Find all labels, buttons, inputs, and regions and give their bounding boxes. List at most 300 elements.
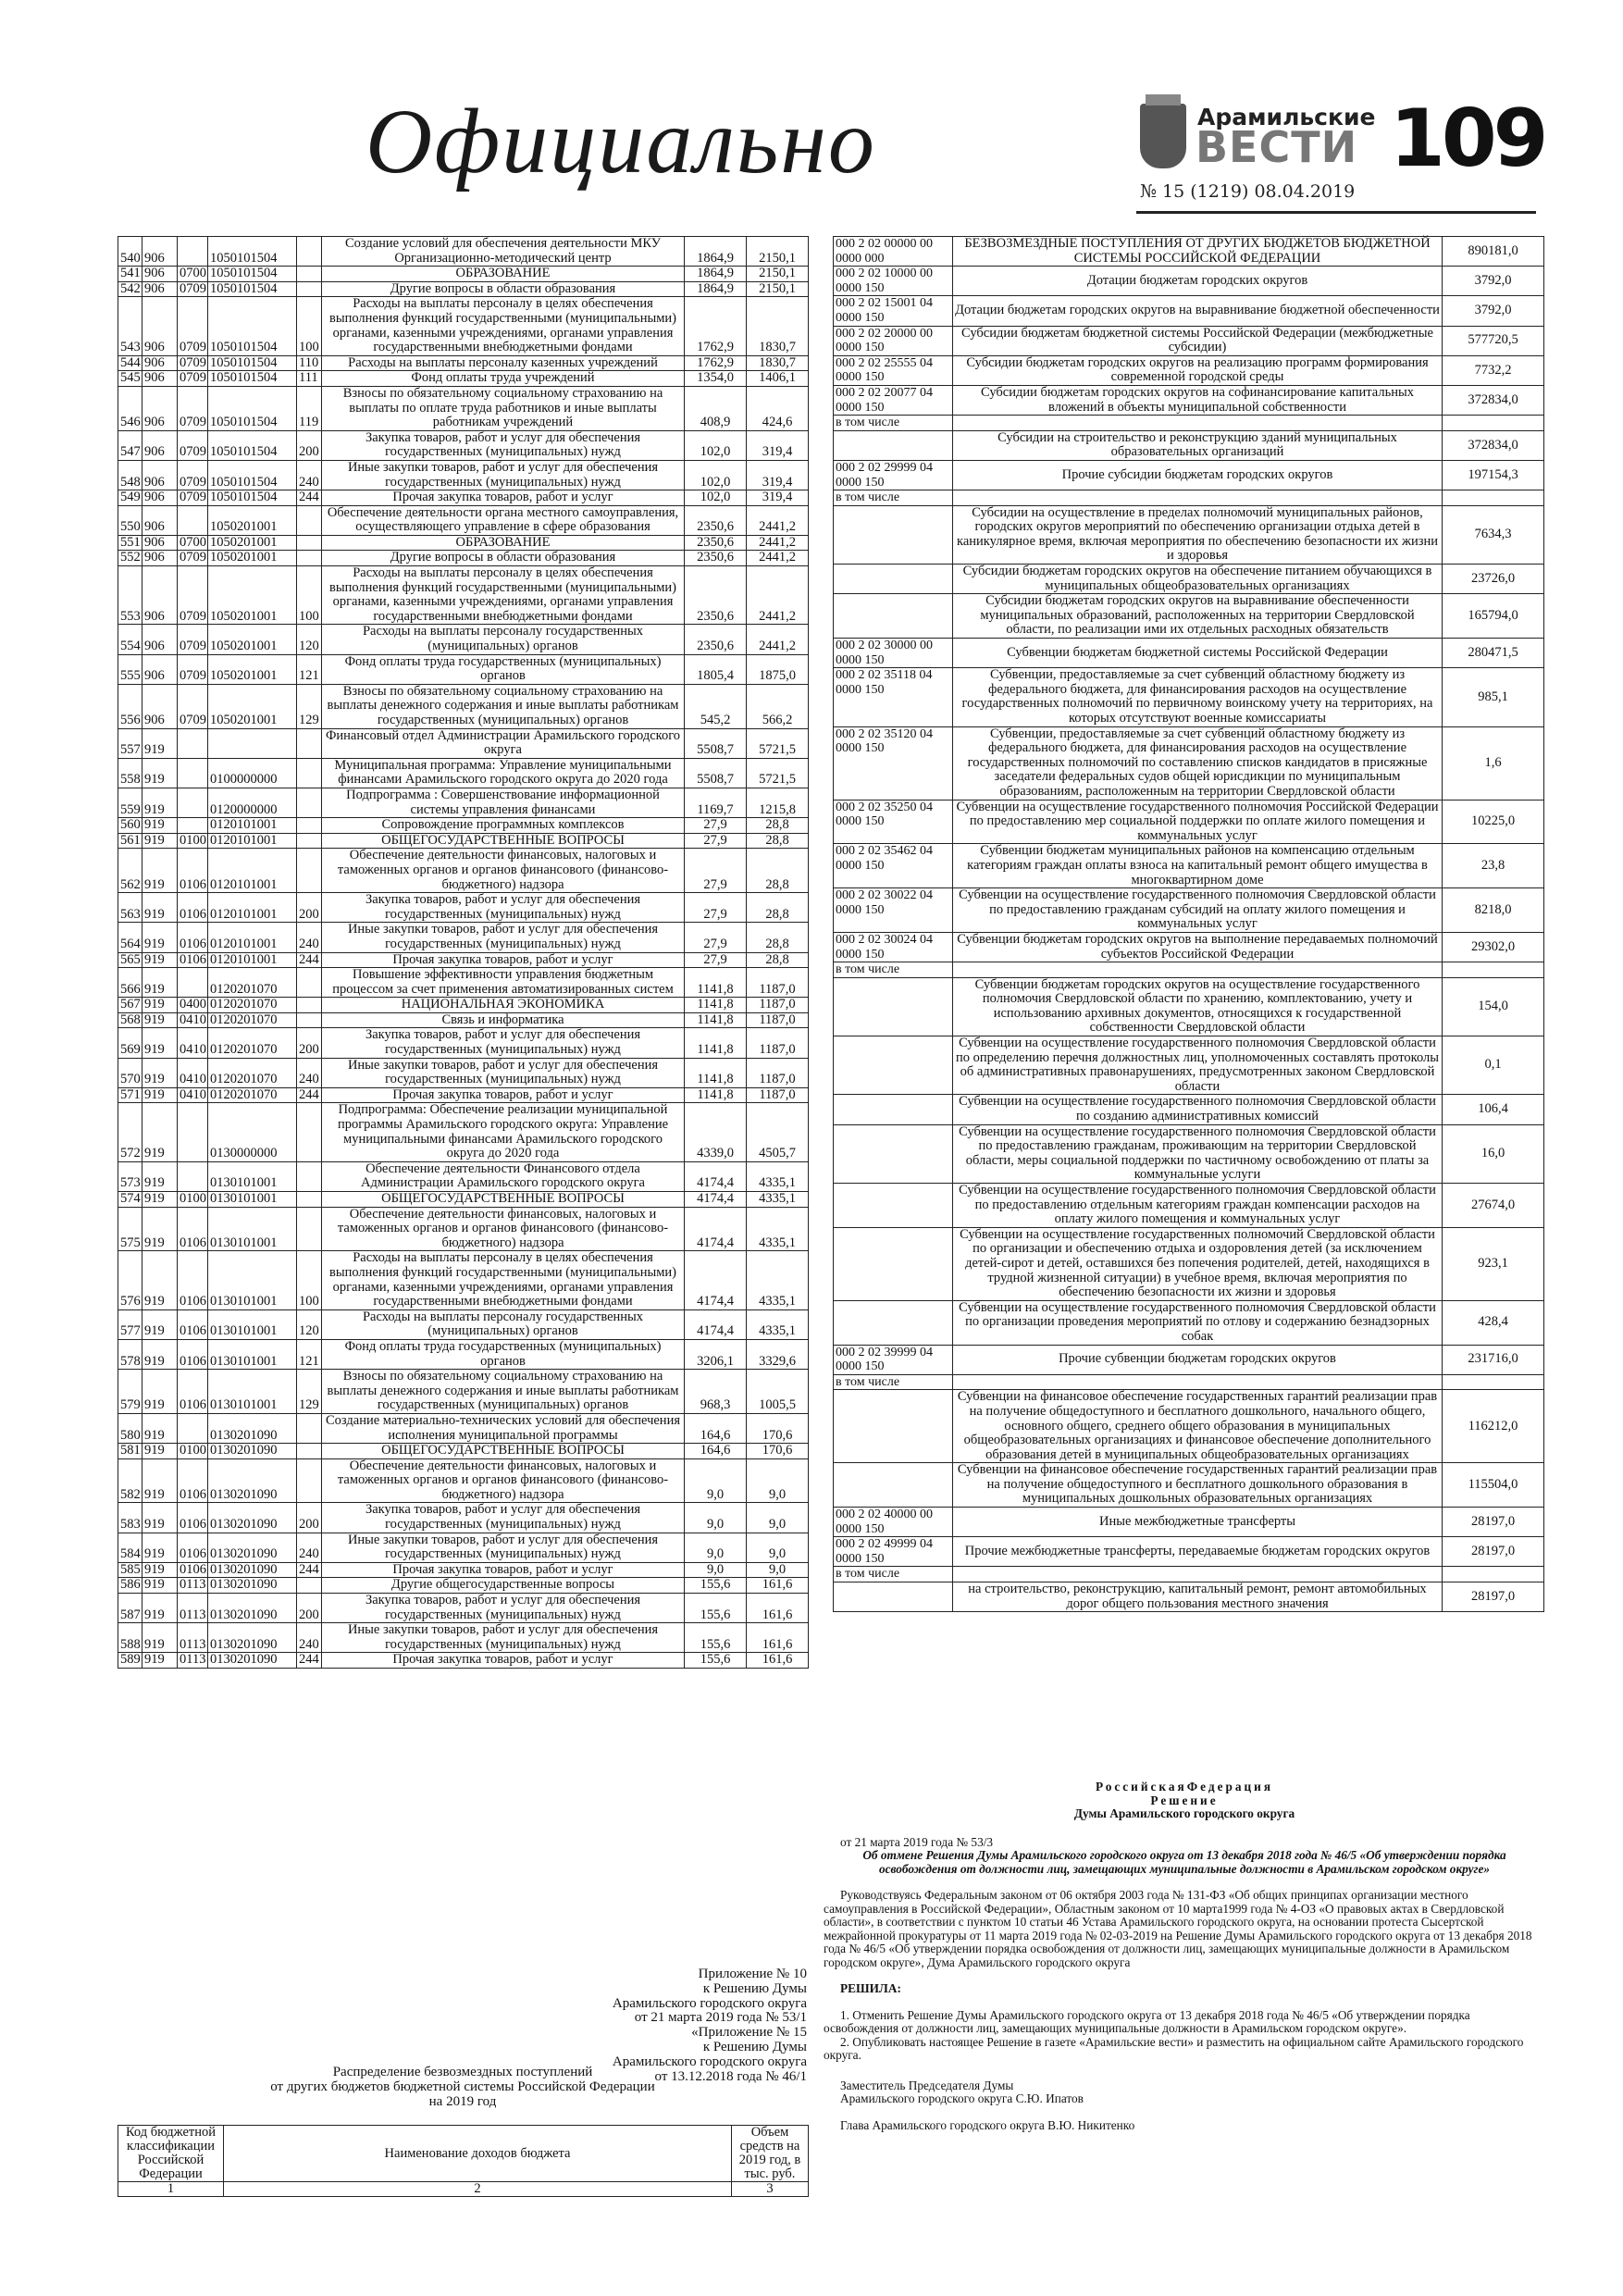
amount: 985,1 [1443,668,1544,726]
description: Обеспечение деятельности финансовых, налоговых и таможенных органов и органов финансового (финансово-бюджетного) надзора [322,849,685,893]
table-row [118,1161,809,1191]
amount-2020: 164,6 [685,1444,747,1459]
expense-type [297,1161,322,1191]
row-number: 566 [118,968,142,998]
table-row [118,1028,809,1058]
signature-deputy-name: Арамильского городского округа С.Ю. Ипатов [840,2091,1084,2105]
table-row [834,460,1544,490]
description: Расходы на выплаты персоналу в целях обеспечения выполнения функций государственными (муниципальными) органами, казенными учреждениями, органами управления государственными внебюджетными фондами [322,566,685,625]
grbs-code: 919 [142,849,178,893]
section-code [178,1161,208,1191]
amount-2020: 27,9 [685,923,747,952]
amount: 1,6 [1443,726,1544,800]
table-row [834,844,1544,888]
budget-code [834,1300,953,1345]
table-row [118,728,809,758]
revenue-name [953,1567,1443,1582]
expense-type [297,1413,322,1443]
amount: 8218,0 [1443,888,1544,933]
table-row [834,326,1544,355]
budget-code: 000 2 02 35250 04 0000 150 [834,800,953,844]
section-code [178,758,208,788]
budget-code [834,505,953,564]
grbs-code: 919 [142,1012,178,1028]
budget-code: 000 2 02 10000 00 0000 150 [834,267,953,296]
row-number: 579 [118,1370,142,1414]
budget-code: 000 2 02 20077 04 0000 150 [834,385,953,415]
table-row [834,1537,1544,1567]
amount: 16,0 [1443,1124,1544,1183]
section-code [178,818,208,834]
amount-2020: 4174,4 [685,1309,747,1339]
decree [824,1781,1545,2132]
target-code: 1050201001 [208,654,297,684]
table-row [118,893,809,923]
amount-2021: 161,6 [747,1594,809,1623]
grbs-code: 919 [142,1578,178,1594]
section-code: 0106 [178,1339,208,1369]
row-number: 584 [118,1533,142,1562]
revenue-name: Субвенции бюджетам муниципальных районов на компенсацию отдельным категориям граждан оплаты взноса на капитальный ремонт общего имущества в многоквартирном доме [953,844,1443,888]
amount-2020: 27,9 [685,893,747,923]
revenue-name: на строительство, реконструкцию, капитальный ремонт, ремонт автомобильных дорог общего пользования местного значения [953,1582,1443,1612]
row-number: 565 [118,952,142,968]
expense-type [297,849,322,893]
amount-2021: 5721,5 [747,758,809,788]
table-row [834,1463,1544,1508]
appendix-line: Арамильского городского округа [612,1995,807,2011]
target-code: 0130101001 [208,1339,297,1369]
budget-code [834,1227,953,1300]
amount-2020: 102,0 [685,430,747,460]
expense-type: 129 [297,684,322,728]
grbs-code: 919 [142,1192,178,1208]
table-row [834,296,1544,326]
section-code [178,728,208,758]
grbs-code: 906 [142,535,178,551]
section-code: 0106 [178,1458,208,1503]
target-code: 1050201001 [208,505,297,535]
expense-type: 100 [297,297,322,355]
table-row [834,977,1544,1036]
section-code: 0709 [178,460,208,490]
description: Связь и информатика [322,1012,685,1028]
table-row [118,1503,809,1533]
expense-type [297,1103,322,1161]
amount-2020: 9,0 [685,1503,747,1533]
amount-2020: 1169,7 [685,788,747,817]
grbs-code: 919 [142,1503,178,1533]
revenue-name: Субвенции бюджетам бюджетной системы Российской Федерации [953,639,1443,668]
row-number: 543 [118,297,142,355]
description: Расходы на выплаты персоналу казенных учреждений [322,355,685,371]
row-number: 559 [118,788,142,817]
row-number: 562 [118,849,142,893]
grbs-code: 919 [142,1309,178,1339]
table-row [118,1103,809,1161]
target-code: 0130101001 [208,1309,297,1339]
row-number: 572 [118,1103,142,1161]
table-row [834,1390,1544,1463]
newspaper-logo [1140,93,1545,185]
table-row [118,566,809,625]
section-code: 0709 [178,281,208,297]
table-row [118,1192,809,1208]
amount-2020: 102,0 [685,490,747,506]
table-row [118,1370,809,1414]
section-code: 0106 [178,1251,208,1309]
table-row [834,385,1544,415]
table-row [118,535,809,551]
amount: 428,4 [1443,1300,1544,1345]
description: Иные закупки товаров, работ и услуг для обеспечения государственных (муниципальных) нужд [322,923,685,952]
table-row [118,654,809,684]
grbs-code: 906 [142,551,178,566]
expense-type: 119 [297,386,322,430]
grbs-code: 919 [142,1087,178,1103]
expense-type: 120 [297,1309,322,1339]
coat-of-arms-icon [1140,104,1186,168]
amount-2021: 28,8 [747,849,809,893]
table-row [118,788,809,817]
table-row [118,1413,809,1443]
table-row [834,726,1544,800]
column-number: 2 [224,2182,732,2197]
amount: 577720,5 [1443,326,1544,355]
target-code: 0130101001 [208,1251,297,1309]
section-code: 0106 [178,1533,208,1562]
section-code: 0106 [178,1562,208,1578]
description: Прочая закупка товаров, работ и услуг [322,1087,685,1103]
row-number: 554 [118,625,142,654]
description: Иные закупки товаров, работ и услуг для обеспечения государственных (муниципальных) нужд [322,1623,685,1653]
amount-2021: 28,8 [747,923,809,952]
revenue-name: Субвенции на осуществление государственных полномочий Свердловской области по организации и обеспечению отдыха и оздоровления детей (за исключением детей-сирот и детей, оставшихся без попечения родителей, детей, находящихся в трудной жизненной ситуации) в учебное время, включая мероприятия по обеспечению безопасности их жизни и здоровья [953,1227,1443,1300]
grbs-code: 906 [142,625,178,654]
revenue-name: Субсидии бюджетам городских округов на реализацию программ формирования современной городской среды [953,355,1443,385]
amount-2020: 1141,8 [685,998,747,1013]
amount-2021: 2150,1 [747,267,809,282]
description: Закупка товаров, работ и услуг для обеспечения государственных (муниципальных) нужд [322,1594,685,1623]
description: Подпрограмма : Совершенствование информационной системы управления финансами [322,788,685,817]
target-code: 1050101504 [208,267,297,282]
budget-code [834,1390,953,1463]
amount [1443,490,1544,506]
row-number: 560 [118,818,142,834]
budget-code: 000 2 02 35118 04 0000 150 [834,668,953,726]
amount: 0,1 [1443,1036,1544,1095]
row-number: 561 [118,833,142,849]
row-number: 583 [118,1503,142,1533]
amount-2021: 1187,0 [747,998,809,1013]
target-code: 0120201070 [208,1087,297,1103]
target-code: 0130201090 [208,1623,297,1653]
section-code: 0410 [178,1058,208,1087]
appendix-line: к Решению Думы [702,2039,807,2054]
row-number: 571 [118,1087,142,1103]
revenue-name [953,962,1443,978]
amount-2021: 9,0 [747,1503,809,1533]
table-row [834,1374,1544,1390]
budget-code: 000 2 02 15001 04 0000 150 [834,296,953,326]
signature-head: Глава Арамильского городского округа В.Ю. Никитенко [840,2117,1135,2132]
table-row [118,998,809,1013]
revenue-name: Субвенции, предоставляемые за счет субвенций областному бюджету из федерального бюджета, для финансирования расходов на осуществление государственных полномочий по составлению списков кандидатов в присяжные заседатели федеральных судов общей юрисдикции по муниципальным образованиям, расположенным на территории Свердловской области [953,726,1443,800]
column-number: 1 [118,2182,224,2197]
description: Прочая закупка товаров, работ и услуг [322,1562,685,1578]
amount: 154,0 [1443,977,1544,1036]
amount-2020: 2350,6 [685,505,747,535]
description: Закупка товаров, работ и услуг для обеспечения государственных (муниципальных) нужд [322,430,685,460]
budget-code [834,594,953,639]
amount: 10225,0 [1443,800,1544,844]
revenue-name: Субвенции бюджетам городских округов на выполнение передаваемых полномочий субъектов Российской Федерации [953,932,1443,962]
description: ОБЩЕГОСУДАРСТВЕННЫЕ ВОПРОСЫ [322,1192,685,1208]
budget-code: 000 2 02 25555 04 0000 150 [834,355,953,385]
description: Иные закупки товаров, работ и услуг для обеспечения государственных (муниципальных) нужд [322,1533,685,1562]
row-number: 549 [118,490,142,506]
description: Взносы по обязательному социальному страхованию на выплаты по оплате труда работников и иные выплаты работникам учреждений [322,386,685,430]
amount: 372834,0 [1443,385,1544,415]
budget-code: 000 2 02 30024 04 0000 150 [834,932,953,962]
table-row [118,1207,809,1251]
section-code: 0709 [178,386,208,430]
budget-code [834,430,953,460]
row-number: 587 [118,1594,142,1623]
amount: 28197,0 [1443,1537,1544,1567]
target-code: 1050201001 [208,566,297,625]
amount-2020: 4339,0 [685,1103,747,1161]
amount-2021: 1215,8 [747,788,809,817]
amount-2020: 968,3 [685,1370,747,1414]
decree-preamble: Руководствуясь Федеральным законом от 06 октября 2003 года № 131-ФЗ «Об общих принципах организации местного самоуправления в Российской Федерации», Областным законом от 10 марта1999 года № 4-ОЗ «О правовых актах в Свердловской области», в соответствии с пунктом 10 статьи 46 Устава Арамильского городского округа, на основании протеста Сысертской межрайонной прокуратуры от 11 марта 2019 года № 02-03-2019 на Решение Думы Арамильского городского округа от 13 декабря 2018 года № 46/5 «Об утверждении порядка освобождения от должности лиц, замещающих муниципальные должности в Арамильском городском округе», Дума Арамильского городского округа [824,1888,1532,1969]
revenue-name: Субвенции на осуществление государственного полномочия Свердловской области по предоставлению гражданам, проживающим на территории Свердловской области, меры социальной поддержки по частичному освобождению от платы за коммунальные услуги [953,1124,1443,1183]
grbs-code: 919 [142,1533,178,1562]
target-code: 0130201090 [208,1594,297,1623]
section-code: 0410 [178,1028,208,1058]
grbs-code: 906 [142,386,178,430]
revenue-name: Прочие межбюджетные трансферты, передаваемые бюджетам городских округов [953,1537,1443,1567]
budget-code [834,565,953,594]
expense-type [297,505,322,535]
revenue-name: Иные межбюджетные трансферты [953,1508,1443,1537]
amount-2020: 1141,8 [685,1058,747,1087]
section-code: 0709 [178,625,208,654]
amount-2020: 4174,4 [685,1192,747,1208]
revenue-name: Субвенции на осуществление государственного полномочия Российской Федерации по предоставлению мер социальной поддержки по оплате жилого помещения и коммунальных услуг [953,800,1443,844]
amount-2021: 2150,1 [747,237,809,267]
amount: 23726,0 [1443,565,1544,594]
revenue-name: Субсидии бюджетам бюджетной системы Российской Федерации (межбюджетные субсидии) [953,326,1443,355]
description: Взносы по обязательному социальному страхованию на выплаты денежного содержания и иные выплаты работникам государственных (муниципальных) органов [322,684,685,728]
amount: 7732,2 [1443,355,1544,385]
table-row [118,833,809,849]
row-number: 573 [118,1161,142,1191]
row-number: 544 [118,355,142,371]
table-row [118,1087,809,1103]
amount-2021: 4335,1 [747,1192,809,1208]
section-code: 0106 [178,1309,208,1339]
signature-deputy-title: Заместитель Председателя Думы [840,2078,1014,2092]
target-code: 0130201090 [208,1444,297,1459]
table-row [118,758,809,788]
table-row [118,1594,809,1623]
title-line: Распределение безвозмездных поступлений [332,2065,593,2079]
section-code: 0709 [178,490,208,506]
table-row [834,594,1544,639]
budget-code: 000 2 02 49999 04 0000 150 [834,1537,953,1567]
appendix-line: «Приложение № 15 [691,2025,807,2041]
issue-info: № 15 (1219) 08.04.2019 [1140,181,1356,202]
section-code: 0709 [178,297,208,355]
row-number: 556 [118,684,142,728]
revenue-name [953,1374,1443,1390]
amount-2021: 424,6 [747,386,809,430]
amount [1443,962,1544,978]
amount-2021: 319,4 [747,490,809,506]
appendix-line: Приложение № 10 [698,1967,807,1981]
section-code [178,788,208,817]
budget-code: в том числе [834,1374,953,1390]
expense-type: 240 [297,1623,322,1653]
section-code: 0100 [178,1444,208,1459]
amount-2021: 2441,2 [747,535,809,551]
expense-type: 121 [297,1339,322,1369]
target-code: 0130201090 [208,1562,297,1578]
row-number: 568 [118,1012,142,1028]
expense-type [297,758,322,788]
grbs-code: 919 [142,1562,178,1578]
amount-2020: 1141,8 [685,1087,747,1103]
grbs-code: 919 [142,968,178,998]
row-number: 541 [118,267,142,282]
amount-2021: 28,8 [747,833,809,849]
grbs-code: 919 [142,1028,178,1058]
target-code: 0130000000 [208,1103,297,1161]
amount-2020: 1864,9 [685,237,747,267]
grbs-code: 919 [142,1207,178,1251]
row-number: 552 [118,551,142,566]
description: Обеспечение деятельности финансовых, налоговых и таможенных органов и органов финансового (финансово-бюджетного) надзора [322,1207,685,1251]
table-row [118,849,809,893]
decree-body: Думы Арамильского городского округа [1073,1806,1295,1820]
revenue-name: Прочие субсидии бюджетам городских округов [953,460,1443,490]
amount-2021: 2441,2 [747,625,809,654]
section-code [178,1103,208,1161]
description: Обеспечение деятельности органа местного самоуправления, осуществляющего управление в сфере образования [322,505,685,535]
amount-2021: 161,6 [747,1653,809,1669]
amount-2021: 170,6 [747,1413,809,1443]
table-row [118,1251,809,1309]
section-title: Официально [365,90,876,192]
amount: 7634,3 [1443,505,1544,564]
grbs-code: 919 [142,1458,178,1503]
revenue-name: Субсидии бюджетам городских округов на софинансирование капитальных вложений в объекты муниципальной собственности [953,385,1443,415]
budget-code [834,1463,953,1508]
section-code: 0106 [178,1503,208,1533]
description: Обеспечение деятельности финансовых, налоговых и таможенных органов и органов финансового (финансово-бюджетного) надзора [322,1458,685,1503]
page-number: 109 [1390,93,1545,185]
table-row [118,952,809,968]
target-code: 1050201001 [208,625,297,654]
target-code: 0130201090 [208,1458,297,1503]
amount: 115504,0 [1443,1463,1544,1508]
amount-2020: 27,9 [685,833,747,849]
table-row [118,460,809,490]
section-code: 0400 [178,998,208,1013]
logo-main-text: ВЕСТИ [1196,122,1358,172]
table-row [118,968,809,998]
amount-2021: 9,0 [747,1458,809,1503]
grbs-code: 906 [142,505,178,535]
target-code: 0130201090 [208,1503,297,1533]
description: ОБЩЕГОСУДАРСТВЕННЫЕ ВОПРОСЫ [322,1444,685,1459]
description: ОБЩЕГОСУДАРСТВЕННЫЕ ВОПРОСЫ [322,833,685,849]
amount-2020: 4174,4 [685,1251,747,1309]
row-number: 547 [118,430,142,460]
amount [1443,1567,1544,1582]
amount-2021: 4335,1 [747,1207,809,1251]
description: Обеспечение деятельности Финансового отдела Администрации Арамильского городского округа [322,1161,685,1191]
decree-item-1: 1. Отменить Решение Думы Арамильского городского округа от 13 декабря 2018 года № 46/5 «Об утверждении порядка освобождения от должности лиц, замещающих муниципальные должности в Арамильском городском округе». [824,2007,1470,2035]
grbs-code: 919 [142,758,178,788]
table-row [834,1227,1544,1300]
amount-2021: 319,4 [747,460,809,490]
target-code: 0130201090 [208,1533,297,1562]
description: Закупка товаров, работ и услуг для обеспечения государственных (муниципальных) нужд [322,1028,685,1058]
header-code: Код бюджетной классификации Российской Федерации [118,2126,224,2182]
revenue-name: Субвенции на осуществление государственного полномочия Свердловской области по созданию административных комиссий [953,1095,1443,1124]
amount-2021: 170,6 [747,1444,809,1459]
expense-type: 121 [297,654,322,684]
description: Расходы на выплаты персоналу государственных (муниципальных) органов [322,625,685,654]
expense-type [297,1444,322,1459]
grbs-code: 919 [142,1444,178,1459]
section-code: 0113 [178,1653,208,1669]
section-code: 0113 [178,1594,208,1623]
revenue-name: Дотации бюджетам городских округов [953,267,1443,296]
budget-code: 000 2 02 00000 00 0000 000 [834,237,953,267]
budget-code [834,977,953,1036]
amount [1443,1374,1544,1390]
expense-type [297,833,322,849]
amount: 923,1 [1443,1227,1544,1300]
section-code: 0106 [178,1370,208,1414]
target-code: 0130101001 [208,1192,297,1208]
row-number: 550 [118,505,142,535]
description: ОБРАЗОВАНИЕ [322,535,685,551]
section-code: 0709 [178,371,208,387]
target-code: 0130201090 [208,1413,297,1443]
target-code: 1050101504 [208,460,297,490]
row-number: 546 [118,386,142,430]
amount-2020: 2350,6 [685,535,747,551]
expense-type: 111 [297,371,322,387]
amount-2020: 4174,4 [685,1161,747,1191]
decree-kind: Решение [1150,1793,1219,1807]
grbs-code: 919 [142,998,178,1013]
table-row [118,1309,809,1339]
amount-2020: 3206,1 [685,1339,747,1369]
row-number: 551 [118,535,142,551]
amount-2021: 3329,6 [747,1339,809,1369]
row-number: 542 [118,281,142,297]
target-code: 1050101504 [208,281,297,297]
row-number: 582 [118,1458,142,1503]
table-row [118,1653,809,1669]
target-code: 0120201070 [208,1028,297,1058]
amount-2020: 1762,9 [685,355,747,371]
